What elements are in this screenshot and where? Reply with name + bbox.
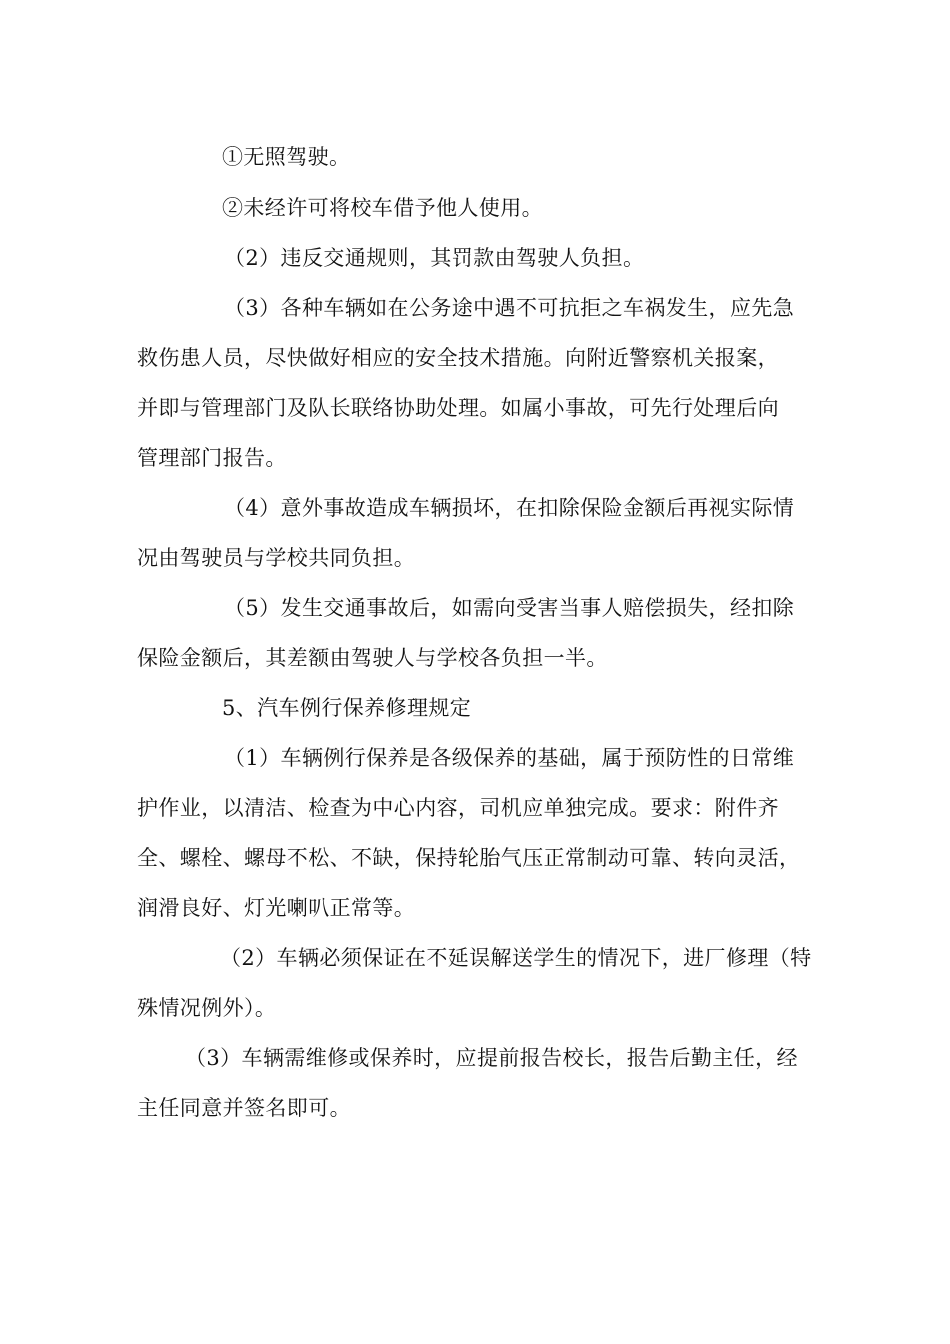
text-line-rule-4-start: （4）意外事故造成车辆损坏，在扣除保险金额后再视实际情: [224, 496, 795, 520]
text-line-maint-2-cont: 殊情况例外）。: [137, 996, 277, 1020]
text-line-rule-3-cont-1: 救伤患人员，尽快做好相应的安全技术措施。向附近警察机关报案，: [137, 346, 779, 370]
text-line-rule-2: （2）违反交通规则，其罚款由驾驶人负担。: [224, 246, 645, 270]
section-heading: 5、汽车例行保养修理规定: [222, 696, 472, 720]
text-line-maint-1-cont-3: 润滑良好、灯光喇叭正常等。: [137, 896, 416, 920]
text-line-maint-2-start: （2）车辆必须保证在不延误解送学生的情况下，进厂修理（特: [220, 946, 812, 970]
text-line-rule-3-cont-2: 并即与管理部门及队长联络协助处理。如属小事故，可先行处理后向: [137, 396, 779, 420]
text-line-rule-4-cont: 况由驾驶员与学校共同负担。: [137, 546, 416, 570]
text-line-item-1: ①无照驾驶。: [222, 145, 351, 169]
text-line-maint-1-cont-2: 全、螺栓、螺母不松、不缺，保持轮胎气压正常制动可靠、转向灵活，: [137, 846, 801, 870]
text-line-rule-3-cont-3: 管理部门报告。: [137, 446, 287, 470]
text-line-item-2: ②未经许可将校车借予他人使用。: [222, 196, 543, 220]
text-line-rule-5-start: （5）发生交通事故后，如需向受害当事人赔偿损失，经扣除: [224, 596, 795, 620]
text-line-rule-3-start: （3）各种车辆如在公务途中遇不可抗拒之车祸发生，应先急: [224, 296, 795, 320]
text-line-maint-3-start: （3）车辆需维修或保养时，应提前报告校长，报告后勤主任，经: [185, 1046, 798, 1070]
text-line-maint-1-cont-1: 护作业，以清洁、检查为中心内容，司机应单独完成。要求：附件齐: [137, 796, 779, 820]
text-line-rule-5-cont: 保险金额后，其差额由驾驶人与学校各负担一半。: [137, 646, 608, 670]
text-line-maint-3-cont: 主任同意并签名即可。: [137, 1096, 351, 1120]
text-line-maint-1-start: （1）车辆例行保养是各级保养的基础，属于预防性的日常维: [224, 746, 795, 770]
